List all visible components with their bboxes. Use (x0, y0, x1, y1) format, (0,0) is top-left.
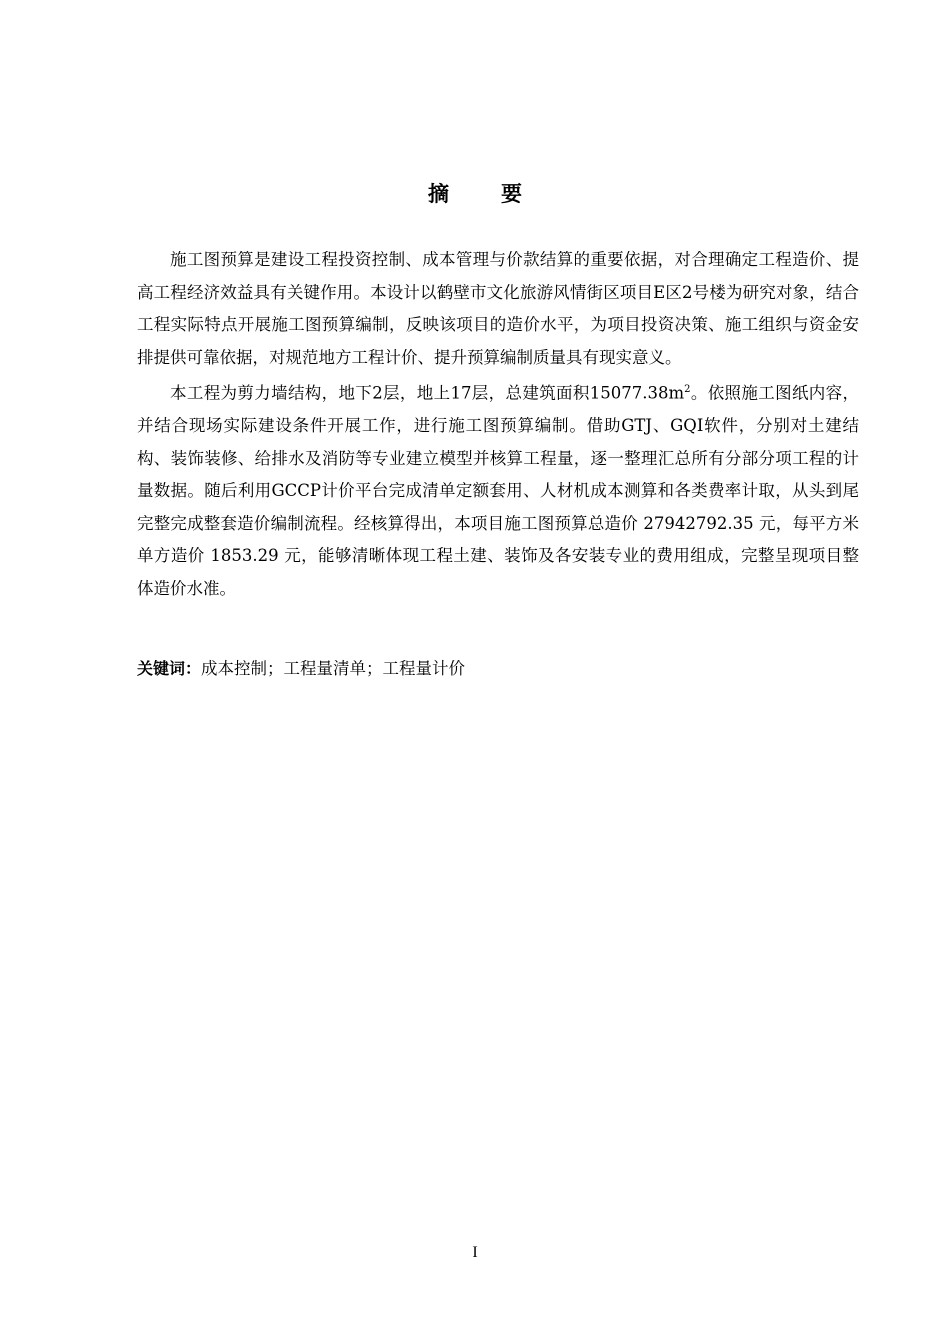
abstract-paragraph-2 (137, 374, 859, 605)
keywords-value: 成本控制；工程量清单；工程量计价 (201, 659, 466, 678)
abstract-body (137, 244, 859, 605)
paragraph-2-text-after: 。依照施工图纸内容，并结合现场实际建设条件开展工作，进行施工图预算编制。借助GTJ、GQI软件，分别对土建结构、装饰装修、给排水及消防等专业建立模型并核算工程量，逐一整理汇总所有分部分项工程的计量数据。随后利用GCCP计价平台完成清单定额套用、人材机成本测算和各类费率计取，从头到尾完整完成整套造价编制流程。经核算得出，本项目施工图预算总造价 27942792.35 元，每平方米单方造价 1853.29 元，能够清晰体现工程土建、装饰及各安装专业的费用组成，完整呈现项目整体造价水准。 (137, 383, 860, 598)
keywords-label: 关键词： (137, 659, 202, 678)
paragraph-2-text-before: 本工程为剪力墙结构，地下2层，地上17层，总建筑面积15077.38m (170, 383, 685, 403)
area-unit-superscript: 2 (684, 384, 691, 395)
abstract-paragraph-1: 施工图预算是建设工程投资控制、成本管理与价款结算的重要依据，对合理确定工程造价、提高工程经济效益具有关键作用。本设计以鹤壁市文化旅游风情街区项目E区2号楼为研究对象，结合工程实际特点开展施工图预算编制，反映该项目的造价水平，为项目投资决策、施工组织与资金安排提供可靠依据，对规范地方工程计价、提升预算编制质量具有现实意义。 (137, 250, 859, 367)
heading-char-1: 摘 (428, 182, 449, 206)
abstract-heading (0, 178, 950, 208)
heading-char-2: 要 (501, 182, 522, 206)
keywords-line (137, 653, 859, 686)
page-number: I (472, 1244, 478, 1261)
